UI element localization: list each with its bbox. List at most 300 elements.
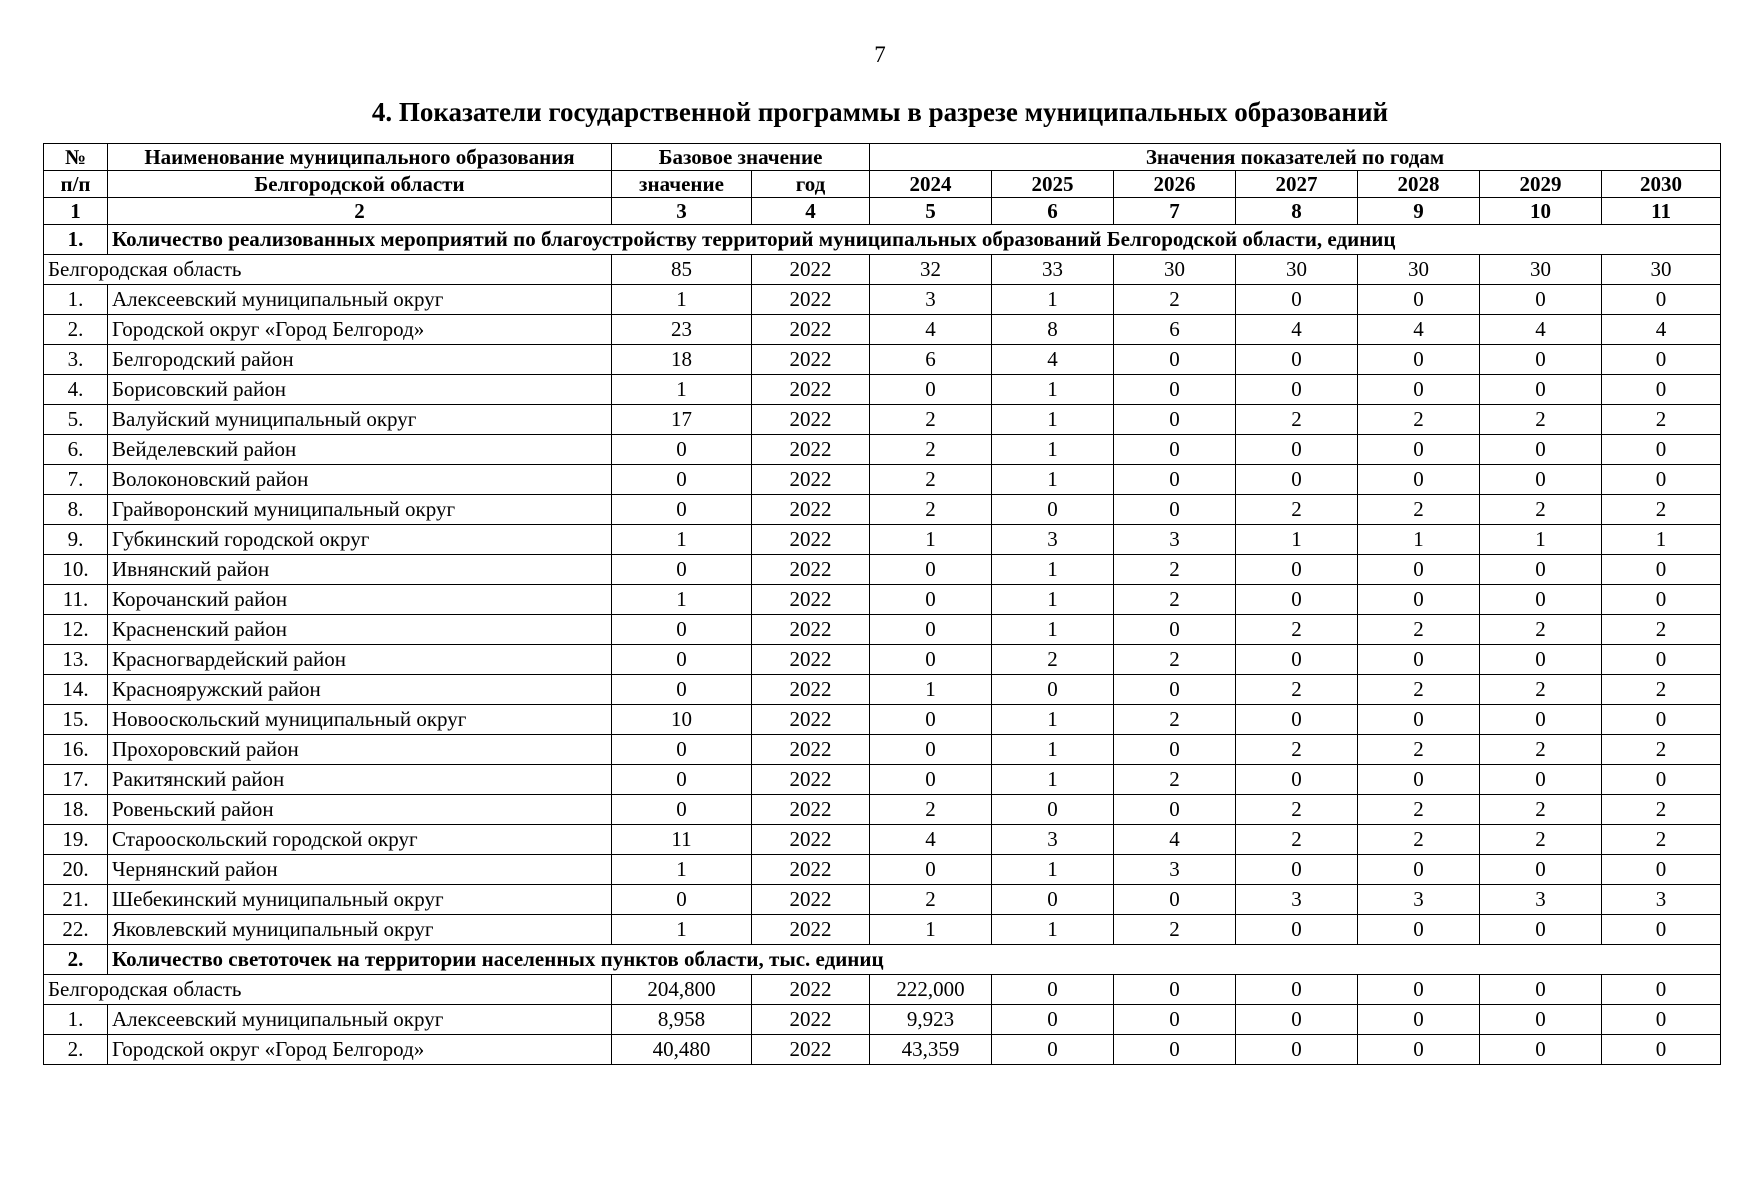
value-cell: 0 [1358,435,1480,465]
value-cell: 2022 [752,795,870,825]
value-cell: 0 [1114,495,1236,525]
section-number: 1. [44,225,108,255]
document-title: 4. Показатели государственной программы в разрезе муниципальных образований [371,97,1389,127]
column-index: 5 [870,198,992,225]
value-cell: 2 [1358,735,1480,765]
value-cell: 1 [992,915,1114,945]
value-cell: 2022 [752,915,870,945]
value-cell: 0 [1358,975,1480,1005]
table-row [44,795,1721,825]
value-cell: 2 [1114,645,1236,675]
value-cell: 0 [1602,645,1721,675]
value-cell: 2022 [752,435,870,465]
municipality-name: Белгородский район [108,345,612,375]
value-cell: 11 [612,825,752,855]
value-cell: 1 [992,285,1114,315]
value-cell: 2022 [752,765,870,795]
value-cell: 4 [1236,315,1358,345]
value-cell: 2 [1602,795,1721,825]
value-cell: 30 [1602,255,1721,285]
header-name-sub: Белгородской области [108,171,612,198]
municipality-name: Шебекинский муниципальный округ [108,885,612,915]
row-number: 21. [44,885,108,915]
value-cell: 2022 [752,975,870,1005]
municipality-name: Алексеевский муниципальный округ [108,285,612,315]
table-row [44,315,1721,345]
value-cell: 2 [1358,405,1480,435]
value-cell: 2 [870,465,992,495]
value-cell: 1 [612,285,752,315]
value-cell: 6 [1114,315,1236,345]
value-cell: 2022 [752,255,870,285]
column-index: 4 [752,198,870,225]
value-cell: 204,800 [612,975,752,1005]
value-cell: 0 [1114,975,1236,1005]
value-cell: 0 [1480,375,1602,405]
municipality-name: Алексеевский муниципальный округ [108,1005,612,1035]
value-cell: 1 [992,735,1114,765]
table-row [44,675,1721,705]
section-title: Количество светоточек на территории населенных пунктов области, тыс. единиц [108,945,1721,975]
value-cell: 0 [1602,765,1721,795]
value-cell: 2 [1236,615,1358,645]
header-year: 2026 [1114,171,1236,198]
value-cell: 0 [1602,915,1721,945]
value-cell: 0 [870,735,992,765]
value-cell: 2022 [752,825,870,855]
value-cell: 0 [1114,1035,1236,1065]
value-cell: 3 [1236,885,1358,915]
value-cell: 0 [1480,555,1602,585]
value-cell: 2 [1480,615,1602,645]
value-cell: 2 [1236,735,1358,765]
column-index: 7 [1114,198,1236,225]
value-cell: 0 [1358,1005,1480,1035]
value-cell: 0 [612,435,752,465]
value-cell: 2022 [752,405,870,435]
row-number: 20. [44,855,108,885]
value-cell: 0 [1114,885,1236,915]
value-cell: 0 [870,615,992,645]
table-row [44,1005,1721,1035]
value-cell: 2022 [752,465,870,495]
value-cell: 2 [1358,795,1480,825]
value-cell: 2 [1480,405,1602,435]
page-number: 7 [874,42,886,67]
value-cell: 1 [612,585,752,615]
value-cell: 0 [1480,465,1602,495]
value-cell: 2 [1114,555,1236,585]
row-number: 18. [44,795,108,825]
value-cell: 0 [1236,645,1358,675]
value-cell: 0 [1236,435,1358,465]
value-cell: 85 [612,255,752,285]
value-cell: 0 [992,495,1114,525]
value-cell: 2 [1602,495,1721,525]
value-cell: 40,480 [612,1035,752,1065]
value-cell: 0 [1236,855,1358,885]
value-cell: 0 [1480,855,1602,885]
value-cell: 0 [1480,345,1602,375]
value-cell: 0 [1602,375,1721,405]
value-cell: 0 [1358,645,1480,675]
value-cell: 1 [1358,525,1480,555]
row-number: 3. [44,345,108,375]
value-cell: 0 [1358,375,1480,405]
value-cell: 2 [1480,795,1602,825]
table-row [44,345,1721,375]
value-cell: 0 [612,675,752,705]
value-cell: 2 [1358,825,1480,855]
value-cell: 0 [1480,915,1602,945]
table-row [44,285,1721,315]
value-cell: 4 [992,345,1114,375]
row-number: 8. [44,495,108,525]
row-number: 15. [44,705,108,735]
section-row [44,945,1721,975]
value-cell: 2 [1480,675,1602,705]
value-cell: 2 [1236,675,1358,705]
value-cell: 0 [1480,765,1602,795]
value-cell: 4 [870,315,992,345]
value-cell: 0 [612,885,752,915]
value-cell: 4 [1602,315,1721,345]
value-cell: 2022 [752,525,870,555]
row-number: 1. [44,1005,108,1035]
table-row [44,405,1721,435]
municipality-name: Грайворонский муниципальный округ [108,495,612,525]
value-cell: 0 [992,975,1114,1005]
value-cell: 0 [1236,705,1358,735]
value-cell: 2 [870,795,992,825]
value-cell: 0 [992,675,1114,705]
value-cell: 4 [1358,315,1480,345]
value-cell: 2 [1236,405,1358,435]
value-cell: 1 [992,375,1114,405]
column-index: 3 [612,198,752,225]
region-total-row [44,255,1721,285]
municipality-name: Волоконовский район [108,465,612,495]
value-cell: 1 [612,915,752,945]
row-number: 22. [44,915,108,945]
row-number: 5. [44,405,108,435]
row-number: 9. [44,525,108,555]
table-row [44,825,1721,855]
table-row [44,855,1721,885]
value-cell: 2 [870,885,992,915]
header-year: 2030 [1602,171,1721,198]
value-cell: 0 [1236,285,1358,315]
value-cell: 0 [1114,375,1236,405]
value-cell: 2 [1236,495,1358,525]
value-cell: 8,958 [612,1005,752,1035]
row-number: 12. [44,615,108,645]
value-cell: 0 [1480,585,1602,615]
value-cell: 1 [992,855,1114,885]
value-cell: 1 [992,465,1114,495]
row-number: 17. [44,765,108,795]
value-cell: 2 [1602,405,1721,435]
value-cell: 0 [870,555,992,585]
value-cell: 3 [992,825,1114,855]
value-cell: 2 [1114,285,1236,315]
value-cell: 0 [1236,375,1358,405]
value-cell: 2022 [752,705,870,735]
value-cell: 2 [1114,915,1236,945]
row-number: 13. [44,645,108,675]
value-cell: 17 [612,405,752,435]
table-body [44,225,1721,1065]
value-cell: 0 [1480,285,1602,315]
row-number: 19. [44,825,108,855]
value-cell: 33 [992,255,1114,285]
table-row [44,735,1721,765]
indicators-table [43,143,1721,1065]
value-cell: 0 [1358,765,1480,795]
value-cell: 0 [1236,585,1358,615]
value-cell: 2022 [752,285,870,315]
value-cell: 1 [992,705,1114,735]
header-year: 2029 [1480,171,1602,198]
header-base-value: значение [612,171,752,198]
value-cell: 0 [1358,285,1480,315]
value-cell: 0 [612,765,752,795]
value-cell: 9,923 [870,1005,992,1035]
value-cell: 2 [1602,735,1721,765]
table-row [44,705,1721,735]
value-cell: 0 [992,1035,1114,1065]
value-cell: 0 [1602,1005,1721,1035]
value-cell: 2022 [752,645,870,675]
table-row [44,525,1721,555]
value-cell: 0 [1114,795,1236,825]
value-cell: 0 [1114,435,1236,465]
value-cell: 2 [1602,615,1721,645]
municipality-name: Ивнянский район [108,555,612,585]
value-cell: 0 [1114,675,1236,705]
header-years-group: Значения показателей по годам [870,144,1721,171]
municipality-name: Яковлевский муниципальный округ [108,915,612,945]
value-cell: 0 [612,555,752,585]
value-cell: 0 [1602,345,1721,375]
value-cell: 32 [870,255,992,285]
value-cell: 0 [1480,1005,1602,1035]
value-cell: 0 [992,885,1114,915]
value-cell: 2 [870,405,992,435]
value-cell: 2 [870,495,992,525]
value-cell: 0 [1358,555,1480,585]
header-year: 2025 [992,171,1114,198]
column-index: 8 [1236,198,1358,225]
value-cell: 3 [1602,885,1721,915]
value-cell: 43,359 [870,1035,992,1065]
value-cell: 222,000 [870,975,992,1005]
row-number: 2. [44,1035,108,1065]
header-num-sub: п/п [44,171,108,198]
header-base-year: год [752,171,870,198]
value-cell: 1 [992,615,1114,645]
row-number: 2. [44,315,108,345]
value-cell: 2022 [752,885,870,915]
value-cell: 18 [612,345,752,375]
value-cell: 2 [1358,675,1480,705]
value-cell: 4 [1480,315,1602,345]
value-cell: 2 [1358,495,1480,525]
value-cell: 0 [1358,345,1480,375]
value-cell: 2 [870,435,992,465]
value-cell: 1 [992,555,1114,585]
value-cell: 0 [1236,555,1358,585]
value-cell: 2022 [752,345,870,375]
value-cell: 0 [1358,585,1480,615]
value-cell: 2022 [752,615,870,645]
value-cell: 3 [1480,885,1602,915]
value-cell: 2 [1602,825,1721,855]
value-cell: 0 [1114,405,1236,435]
municipality-name: Прохоровский район [108,735,612,765]
row-number: 4. [44,375,108,405]
municipality-name: Красногвардейский район [108,645,612,675]
value-cell: 0 [1114,615,1236,645]
value-cell: 0 [870,585,992,615]
section-title: Количество реализованных мероприятий по благоустройству территорий муниципальных образований Белгородской области, единиц [108,225,1721,255]
region-name: Белгородская область [44,255,612,285]
value-cell: 2022 [752,315,870,345]
value-cell: 1 [870,915,992,945]
value-cell: 2 [1236,795,1358,825]
row-number: 1. [44,285,108,315]
header-year: 2027 [1236,171,1358,198]
value-cell: 2 [992,645,1114,675]
value-cell: 1 [1236,525,1358,555]
value-cell: 0 [1358,915,1480,945]
value-cell: 0 [612,795,752,825]
value-cell: 30 [1480,255,1602,285]
row-number: 11. [44,585,108,615]
value-cell: 1 [992,435,1114,465]
value-cell: 1 [870,675,992,705]
value-cell: 0 [612,495,752,525]
value-cell: 0 [612,645,752,675]
value-cell: 2 [1236,825,1358,855]
value-cell: 0 [1236,975,1358,1005]
value-cell: 0 [612,615,752,645]
value-cell: 2022 [752,495,870,525]
value-cell: 0 [612,735,752,765]
value-cell: 2022 [752,675,870,705]
value-cell: 0 [1480,705,1602,735]
value-cell: 2 [1480,735,1602,765]
municipality-name: Ракитянский район [108,765,612,795]
municipality-name: Ровеньский район [108,795,612,825]
value-cell: 0 [870,765,992,795]
value-cell: 0 [1114,1005,1236,1035]
municipality-name: Новооскольский муниципальный округ [108,705,612,735]
row-number: 16. [44,735,108,765]
table-row [44,555,1721,585]
value-cell: 0 [1114,345,1236,375]
value-cell: 0 [1602,585,1721,615]
value-cell: 2022 [752,735,870,765]
value-cell: 1 [992,405,1114,435]
value-cell: 2 [1358,615,1480,645]
value-cell: 2022 [752,375,870,405]
municipality-name: Старооскольский городской округ [108,825,612,855]
table-row [44,1035,1721,1065]
value-cell: 1 [612,375,752,405]
value-cell: 3 [1114,525,1236,555]
municipality-name: Вейделевский район [108,435,612,465]
value-cell: 0 [1236,1035,1358,1065]
value-cell: 0 [1602,285,1721,315]
value-cell: 30 [1114,255,1236,285]
municipality-name: Борисовский район [108,375,612,405]
municipality-name: Корочанский район [108,585,612,615]
value-cell: 3 [1358,885,1480,915]
value-cell: 0 [612,465,752,495]
value-cell: 0 [1236,1005,1358,1035]
value-cell: 0 [1358,855,1480,885]
value-cell: 0 [1602,555,1721,585]
municipality-name: Чернянский район [108,855,612,885]
value-cell: 0 [1358,465,1480,495]
table-row [44,585,1721,615]
value-cell: 1 [1480,525,1602,555]
value-cell: 1 [1602,525,1721,555]
table-row [44,465,1721,495]
value-cell: 0 [870,855,992,885]
value-cell: 0 [1236,465,1358,495]
value-cell: 2 [1114,705,1236,735]
value-cell: 0 [1114,465,1236,495]
value-cell: 2 [1114,585,1236,615]
value-cell: 1 [870,525,992,555]
table-row [44,495,1721,525]
row-number: 10. [44,555,108,585]
value-cell: 0 [1602,465,1721,495]
value-cell: 1 [612,525,752,555]
header-base-group: Базовое значение [612,144,870,171]
header-year: 2024 [870,171,992,198]
value-cell: 6 [870,345,992,375]
value-cell: 0 [1480,435,1602,465]
value-cell: 0 [1602,435,1721,465]
value-cell: 2 [1480,495,1602,525]
value-cell: 2022 [752,585,870,615]
header-num: № [44,144,108,171]
value-cell: 0 [1602,705,1721,735]
value-cell: 4 [870,825,992,855]
value-cell: 0 [1358,705,1480,735]
table-row [44,915,1721,945]
value-cell: 0 [1480,975,1602,1005]
region-name: Белгородская область [44,975,612,1005]
value-cell: 8 [992,315,1114,345]
value-cell: 0 [1602,975,1721,1005]
value-cell: 0 [1236,765,1358,795]
row-number: 14. [44,675,108,705]
table-header [44,144,1721,225]
value-cell: 2022 [752,1005,870,1035]
value-cell: 0 [1236,345,1358,375]
value-cell: 4 [1114,825,1236,855]
table-row [44,615,1721,645]
value-cell: 30 [1236,255,1358,285]
municipality-name: Губкинский городской округ [108,525,612,555]
column-index: 6 [992,198,1114,225]
value-cell: 1 [992,765,1114,795]
header-name: Наименование муниципального образования [108,144,612,171]
